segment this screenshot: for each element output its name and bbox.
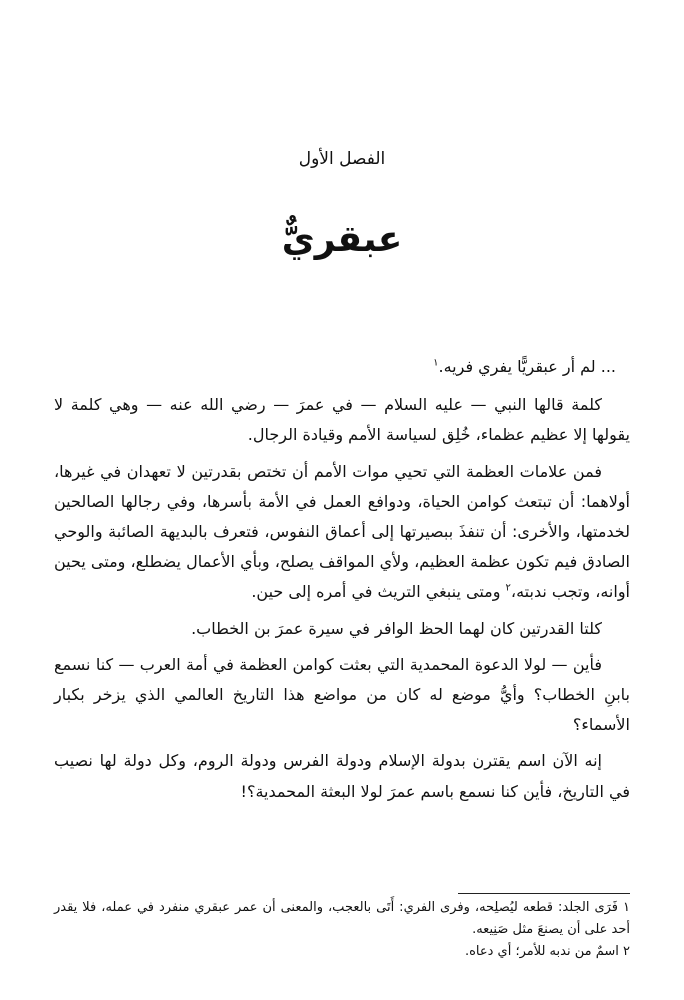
paragraph-3: كلتا القدرتين كان لهما الحظ الوافر في سيرة عمرَ بن الخطاب.	[191, 618, 602, 638]
paragraph-1: كلمة قالها النبي — عليه السلام — في عمرَ — رضي الله عنه — وهي كلمة لا يقولها إلا عظيم عظماء، خُلِق لسياسة الأمم وقيادة الرجال.	[54, 395, 630, 445]
chapter-body	[54, 352, 630, 807]
paragraph-2	[54, 457, 630, 608]
chapter-label: الفصل الأول	[298, 149, 386, 169]
footnote-ref-2: ٢	[505, 583, 511, 595]
paragraph-5: إنه الآن اسم يقترن بدولة الإسلام ودولة الفرس ودولة الروم، وكل دولة لها نصيب في التاريخ، فأين كنا نسمع باسم عمرَ لولا البعثة المحمدية؟!	[54, 751, 630, 801]
footnote-1	[54, 897, 630, 941]
footnote-ref-1: ١	[433, 357, 439, 369]
epigraph-text: ... لم أر عبقريًّا يفري فريه.	[438, 357, 616, 376]
footnote-1-mark: ١	[623, 900, 630, 915]
chapter-title: عبقريٌّ	[281, 219, 403, 260]
footnote-divider	[458, 893, 630, 894]
footnotes	[54, 897, 630, 963]
footnote-2-text: اسمٌ من ندبه للأمر؛ أي دعاه.	[464, 944, 624, 959]
epigraph	[54, 352, 630, 382]
paragraph-2-text-b: ومتى ينبغي التريث في أمره إلى حين.	[251, 582, 506, 602]
paragraph-4: فأين — لولا الدعوة المحمدية التي بعثت كوامن العظمة في أمة العرب — كنا نسمع بابنِ الخطاب؟ وأيُّ موضع له كان من مواضع هذا التاريخ العالمي الذي يزخر بكبار الأسماء؟	[54, 654, 630, 735]
footnote-2-mark: ٢	[623, 944, 630, 959]
paragraph-2-text-a: فمن علامات العظمة التي تحيي موات الأمم أن تختص بقدرتين لا تعهدان في غيرها، أولاهما: أن تبتعث كوامن الحياة، ودوافع العمل في الأمة بأسرها، وفي رجالها الصالحين لخدمتها، والأخرى: أن تنفذَ ببصيرتها إلى أعماق النفوس، فتعرف بالبديهة الصائبة والوحي الصادق فيم تكون عظمة العظيم، ولأي المواقف يصلح، وبأي الأعمال يضطلع، ومتى يحين أوانه، وتجب ندبته،	[54, 461, 630, 602]
footnote-2	[54, 941, 630, 963]
footnote-1-text: فَرَى الجلد: قطعه ليُصلِحه، وفرى الفري: أَتَى بالعجب، والمعنى أن عمر عبقري منفرد في عمله، فلا يقدر أحد على أن يصنعَ مثل صَنِيعه.	[54, 900, 630, 937]
